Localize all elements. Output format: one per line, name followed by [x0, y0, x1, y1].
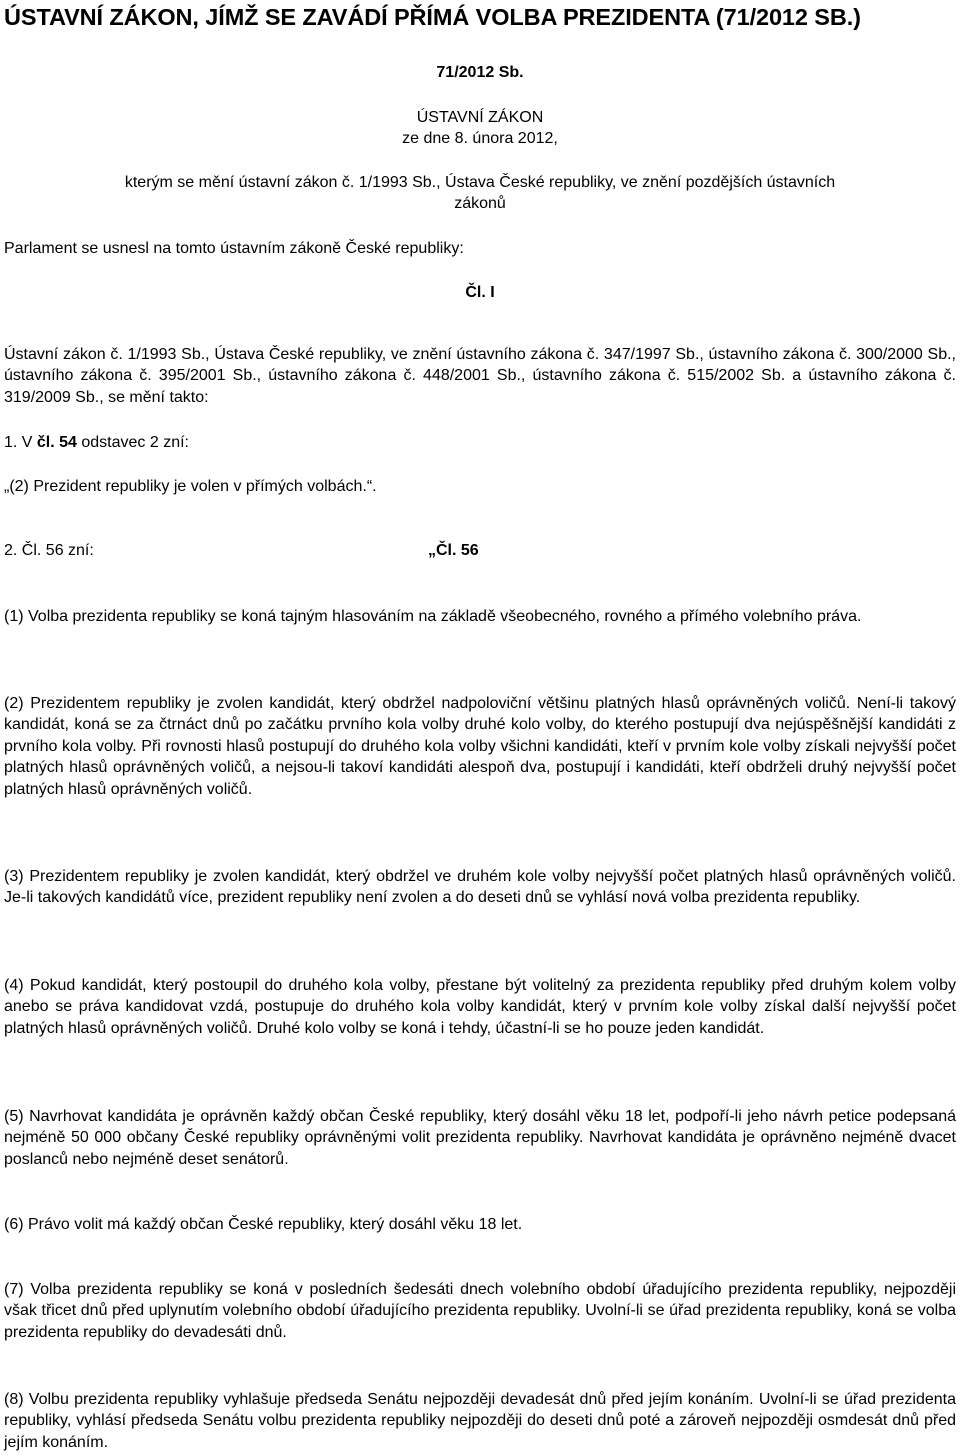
law-number: 71/2012 Sb. — [436, 64, 524, 81]
paragraph-2: (2) Prezidentem republiky je zvolen kandidát, který obdržel nadpoloviční většinu platných hlasů oprávněných voličů. Není-li takový kandidát, koná se za čtrnáct dnů po začátku prvního kola volby druhé kolo volby, do kterého postupují dva nejúspěšnější kandidáti z prvního kola volby. Při rovnosti hlasů postupují do druhého kola volby všichni kandidáti, kteří v prvním kole volby získali nejvyšší počet platných hlasů oprávněných voličů, a nejsou-li takoví kandidáti alespoň dva, postupují i kandidáti, kteří obdrželi druhý nejvyšší počet platných hlasů oprávněných voličů. — [4, 695, 956, 798]
paragraph-5: (5) Navrhovat kandidáta je oprávněn každý občan České republiky, který dosáhl věku 18 let, podpoří-li jeho návrh petice podepsaná nejméně 50 000 občany České republiky oprávněnými volit prezidenta republiky. Navrhovat kandidáta je oprávněno nejméně dvacet poslanců nebo nejméně deset senátorů. — [4, 1108, 956, 1168]
point-1 — [4, 432, 189, 453]
document-title: ÚSTAVNÍ ZÁKON, JÍMŽ SE ZAVÁDÍ PŘÍMÁ VOLBA PREZIDENTA (71/2012 SB.) — [4, 4, 861, 30]
law-subtitle-line2: zákonů — [454, 195, 506, 212]
point-1-article-ref: čl. 54 — [36, 434, 77, 451]
preamble: Parlament se usnesl na tomto ústavním zákoně České republiky: — [4, 240, 464, 257]
point-1-suffix: odstavec 2 zní: — [76, 434, 189, 451]
law-type: ÚSTAVNÍ ZÁKON — [416, 109, 544, 126]
point-1-prefix: 1. V — [4, 434, 37, 451]
paragraph-6: (6) Právo volit má každý občan České republiky, který dosáhl věku 18 let. — [4, 1216, 523, 1233]
intro-paragraph: Ústavní zákon č. 1/1993 Sb., Ústava České republiky, ve znění ústavního zákona č. 347/1997 Sb., ústavního zákona č. 300/2000 Sb., ústavního zákona č. 395/2001 Sb., ústavního zákona č. 448/2001 Sb., ústavního zákona č. 515/2002 Sb. a ústavního zákona č. 319/2009 Sb., se mění takto: — [4, 346, 956, 406]
law-subtitle-line1: kterým se mění ústavní zákon č. 1/1993 Sb., Ústava České republiky, ve znění pozdějších ústavních — [124, 174, 836, 191]
paragraph-4: (4) Pokud kandidát, který postoupil do druhého kola volby, přestane být volitelný za prezidenta republiky před druhým kolem volby anebo se práva kandidovat vzdá, postupuje do druhého kola volby kandidát, který v prvním kole volby získal další nejvyšší počet platných hlasů oprávněných voličů. Druhé kolo volby se koná i tehdy, účastní-li se ho pouze jeden kandidát. — [4, 977, 956, 1037]
law-date: ze dne 8. února 2012, — [402, 130, 558, 147]
point-2-label: 2. Čl. 56 zní: — [4, 542, 94, 559]
paragraph-7: (7) Volba prezidenta republiky se koná v posledních šedesáti dnech volebního období úřadujícího prezidenta republiky, nejpozději však třicet dnů před uplynutím volebního období úřadujícího prezidenta republiky. Uvolní-li se úřad prezidenta republiky, koná se volba prezidenta republiky do devadesáti dnů. — [4, 1281, 956, 1341]
article-heading: Čl. I — [465, 284, 495, 301]
point-2-heading: „Čl. 56 — [428, 542, 479, 559]
paragraph-8: (8) Volbu prezidenta republiky vyhlašuje předseda Senátu nejpozději devadesát dnů před jejím konáním. Uvolní-li se úřad prezidenta republiky, vyhlásí předseda Senátu volbu prezidenta republiky nejpozději do deseti dnů poté a zároveň nejpozději osmdesát dnů před jejím konáním. — [4, 1391, 956, 1451]
paragraph-1: (1) Volba prezidenta republiky se koná tajným hlasováním na základě všeobecného, rovného a přímého volebního práva. — [4, 608, 862, 625]
point-1-text: „(2) Prezident republiky je volen v přímých volbách.“. — [4, 478, 377, 495]
paragraph-3: (3) Prezidentem republiky je zvolen kandidát, který obdržel ve druhém kole volby nejvyšší počet platných hlasů oprávněných voličů. Je-li takových kandidátů více, prezident republiky není zvolen a do deseti dnů se vyhlásí nová volba prezidenta republiky. — [4, 868, 956, 907]
